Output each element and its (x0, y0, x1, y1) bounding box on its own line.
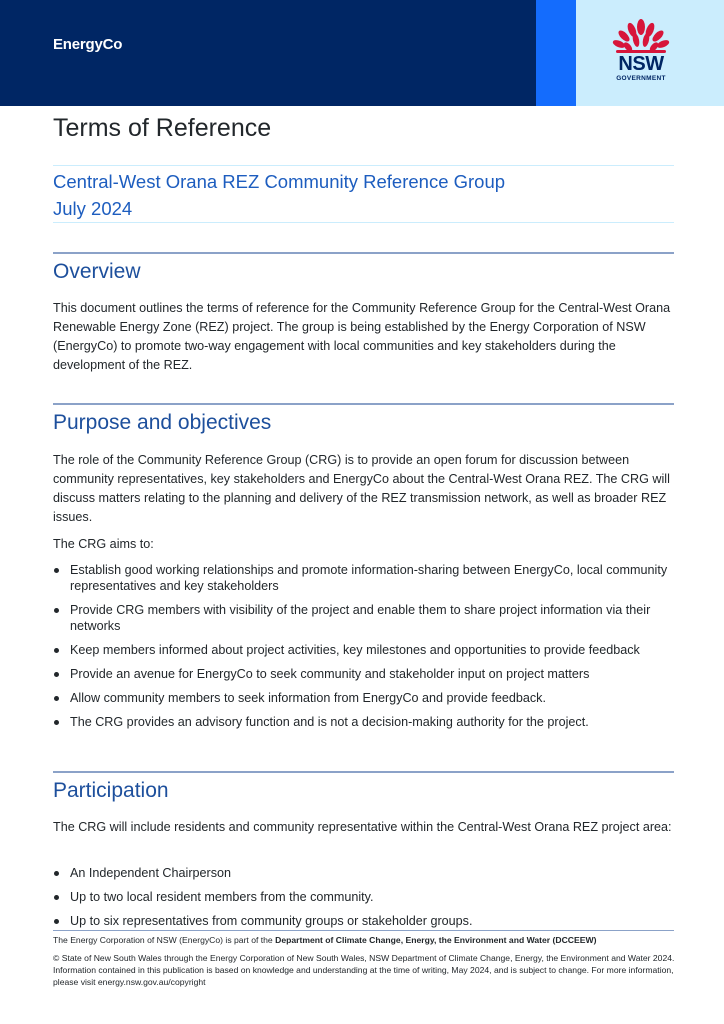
overview-section-rule (53, 252, 674, 254)
participant-text: An Independent Chairperson (70, 866, 232, 880)
footer-copyright: © State of New South Wales through the Energy Corporation of New South Wales, NSW Department of Climate Change, Energy, the Environment and Water 2024. Information contained in this publication is based on knowledge and understanding at the time of writing, May 2024, and is subject to change. For more information, please visit energy.nsw.gov.au/copyright (53, 953, 675, 987)
aim-text: Keep members informed about project activities, key milestones and opportunities to provide feedback (70, 643, 640, 657)
overview-text: This document outlines the terms of reference for the Community Reference Group for the Central-West Orana Renewable Energy Zone (REZ) project. The group is being established by the Energy Corporation of NSW (EnergyCo) to promote two-way engagement with local communities and key stakeholders during the development of the REZ. (53, 301, 671, 372)
bullet-icon (54, 895, 59, 900)
participation-text: The CRG will include residents and community representative within the Central-West Orana REZ project area: (53, 820, 672, 834)
title-divider (53, 165, 674, 166)
subtitle-group-name: Central-West Orana REZ Community Reference Group (53, 171, 506, 192)
footer-department-name: Department of Climate Change, Energy, the Environment and Water (DCCEEW) (275, 935, 597, 945)
bullet-icon (54, 568, 59, 573)
bullet-icon (54, 608, 59, 613)
overview-heading: Overview (53, 260, 141, 283)
aim-text: The CRG provides an advisory function and is not a decision-making authority for the project. (70, 715, 589, 729)
list-item (53, 714, 675, 730)
purpose-heading: Purpose and objectives (53, 411, 272, 434)
list-item (53, 666, 675, 682)
aim-text: Establish good working relationships and promote information-sharing between EnergyCo, local community representatives and key stakeholders (70, 563, 668, 593)
participation-section-rule (53, 771, 674, 773)
aim-text: Provide CRG members with visibility of the project and enable them to share project information via their networks (70, 603, 651, 633)
footer-department-note (53, 934, 675, 946)
bullet-icon (54, 720, 59, 725)
subtitle-date: July 2024 (53, 198, 133, 219)
waratah-icon (604, 18, 678, 56)
list-item (53, 913, 675, 929)
government-logo-text: GOVERNMENT (616, 75, 666, 82)
page-header (0, 0, 724, 106)
bullet-icon (54, 648, 59, 653)
participant-text: Up to six representatives from community groups or stakeholder groups. (70, 914, 473, 928)
nsw-government-logo (604, 18, 678, 88)
footer-rule (53, 930, 674, 931)
header-navy-band (0, 0, 536, 106)
list-item (53, 865, 675, 881)
list-item (53, 642, 675, 658)
bullet-icon (54, 871, 59, 876)
page-title: Terms of Reference (53, 114, 272, 142)
footer-note-text: The Energy Corporation of NSW (EnergyCo) is part of the (53, 935, 276, 945)
bullet-icon (54, 919, 59, 924)
document-subtitle (53, 168, 505, 222)
nsw-logo-text: NSW (618, 53, 664, 75)
participant-text: Up to two local resident members from the community. (70, 890, 374, 904)
list-item (53, 562, 675, 594)
participation-heading: Participation (53, 779, 169, 802)
list-item (53, 602, 675, 634)
aim-text: Allow community members to seek information from EnergyCo and provide feedback. (70, 691, 546, 705)
participation-list (53, 865, 675, 937)
bullet-icon (54, 696, 59, 701)
aims-list (53, 562, 675, 738)
purpose-section-rule (53, 403, 674, 405)
list-item (53, 690, 675, 706)
purpose-text: The role of the Community Reference Group (CRG) is to provide an open forum for discussion between community representatives, key stakeholders and EnergyCo about the Central-West Orana REZ. The CRG will discuss matters relating to the planning and delivery of the REZ transmission network, as well as broader REZ issues. (53, 453, 670, 524)
header-blue-stripe (536, 0, 576, 106)
aims-intro: The CRG aims to: (53, 537, 154, 551)
brand-name: EnergyCo (53, 36, 123, 53)
bullet-icon (54, 672, 59, 677)
aim-text: Provide an avenue for EnergyCo to seek community and stakeholder input on project matters (70, 667, 590, 681)
subtitle-divider (53, 222, 674, 223)
list-item (53, 889, 675, 905)
